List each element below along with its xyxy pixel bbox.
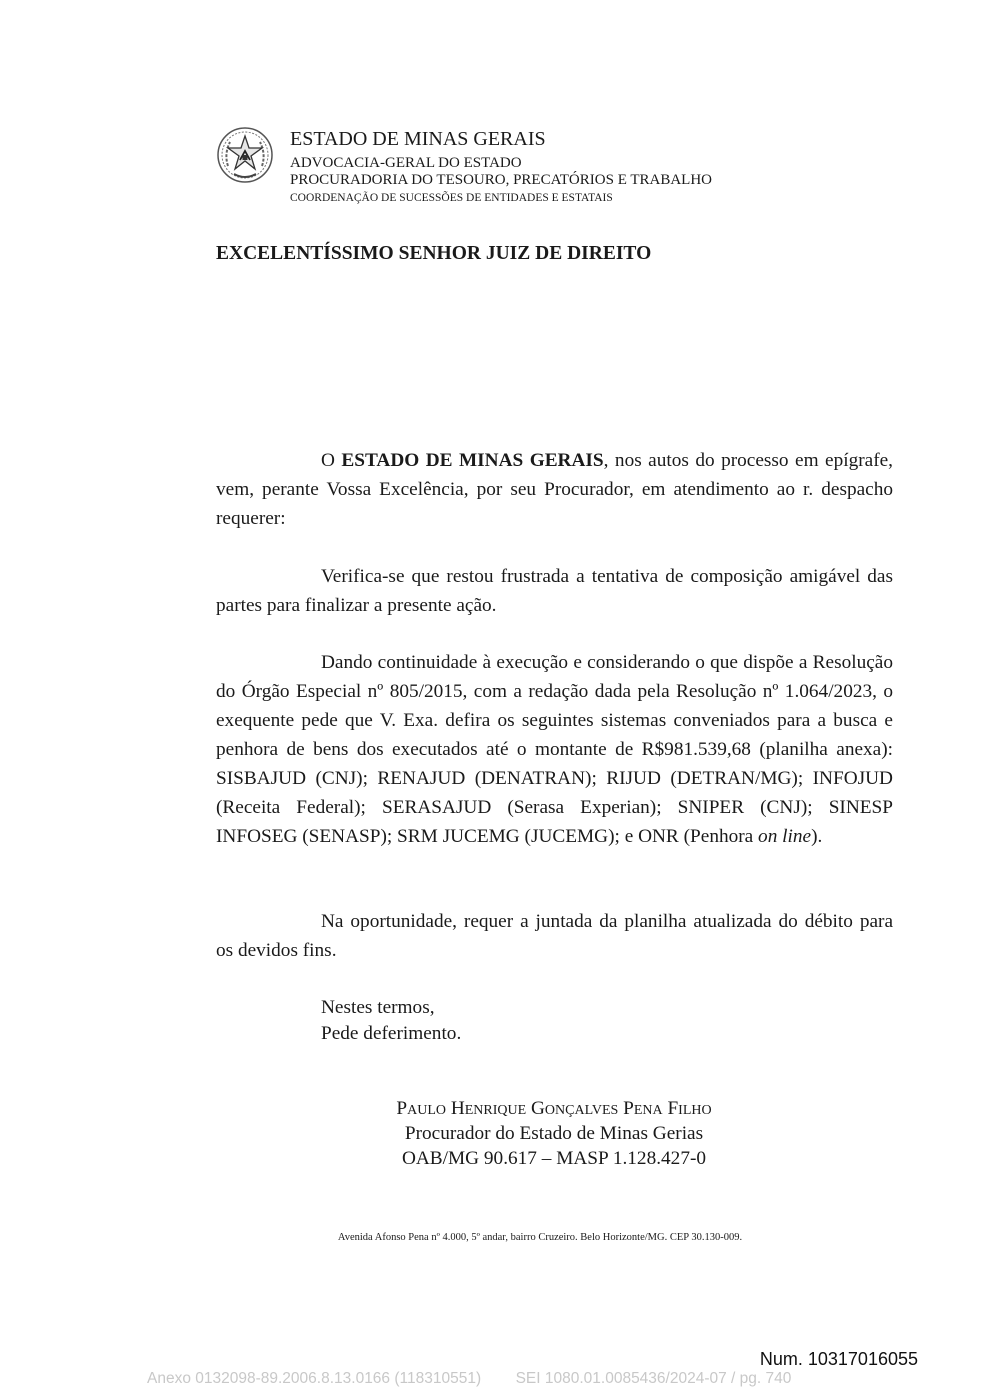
stamp-sei: SEI 1080.01.0085436/2024-07 / pg. 740	[515, 1370, 792, 1387]
closing-line-1: Nestes termos,	[321, 997, 435, 1018]
paragraph-execution-request	[216, 648, 893, 851]
letterhead-agency: ADVOCACIA-GERAL DO ESTADO	[290, 155, 522, 171]
signer-title: Procurador do Estado de Minas Gerias	[404, 1123, 704, 1144]
intro-prefix: O	[321, 450, 342, 471]
signer-name: Paulo Henrique Gonçalves Pena Filho	[396, 1098, 712, 1119]
stamp-annex: Anexo 0132098-89.2006.8.13.0166 (118310551)	[147, 1370, 482, 1387]
intro-text: , nos autos do processo em epígrafe, vem, perante Vossa Excelência, por seu Procurador, em atendimento ao r. despacho requerer:	[216, 450, 893, 529]
spreadsheet-text: Na oportunidade, requer a juntada da planilha atualizada do débito para os devidos fins.	[216, 911, 893, 961]
footer-address: Avenida Afonso Pena nº 4.000, 5º andar, bairro Cruzeiro. Belo Horizonte/MG. CEP 30.130-009.	[337, 1232, 743, 1243]
execution-text: Dando continuidade à execução e considerando o que dispõe a Resolução do Órgão Especial nº 805/2015, com a redação dada pela Resolução nº 1.064/2023, o exequente pede que V. Exa. defira os seguintes sistemas conveniados para a busca e penhora de bens dos executados até o montante de R$981.539,68 (planilha anexa): SISBAJUD (CNJ); RENAJUD (DENATRAN); RIJUD (DETRAN/MG); INFOJUD (Receita Federal); SERASAJUD (Serasa Experian); SNIPER (CNJ); SINESP INFOSEG (SENASP); SRM JUCEMG (JUCEMG); e ONR (Penhora	[216, 652, 893, 847]
letterhead	[290, 128, 712, 205]
letterhead-department: PROCURADORIA DO TESOURO, PRECATÓRIOS E TRABALHO	[290, 172, 712, 189]
closing	[321, 995, 461, 1047]
page-stamp	[147, 1370, 791, 1388]
letterhead-state: ESTADO DE MINAS GERAIS	[290, 128, 546, 150]
state-coat-of-arms-icon	[216, 126, 274, 184]
paragraph-frustrated-settlement	[216, 562, 893, 620]
execution-end: ).	[811, 826, 823, 847]
intro-party-name: ESTADO DE MINAS GERAIS	[341, 450, 604, 471]
closing-line-2: Pede deferimento.	[321, 1023, 462, 1044]
signature-block	[340, 1096, 768, 1171]
signer-registration: OAB/MG 90.617 – MASP 1.128.427-0	[401, 1148, 707, 1169]
addressee: EXCELENTÍSSIMO SENHOR JUIZ DE DIREITO	[216, 243, 652, 264]
execution-italic: on line	[758, 826, 812, 847]
paragraph-intro	[216, 446, 893, 533]
paragraph-spreadsheet	[216, 907, 893, 965]
letterhead-coordination: COORDENAÇÃO DE SUCESSÕES DE ENTIDADES E ESTATAIS	[290, 191, 613, 204]
document-number: Num. 10317016055	[759, 1349, 918, 1369]
settlement-text: Verifica-se que restou frustrada a tentativa de composição amigável das partes para finalizar a presente ação.	[216, 566, 893, 616]
